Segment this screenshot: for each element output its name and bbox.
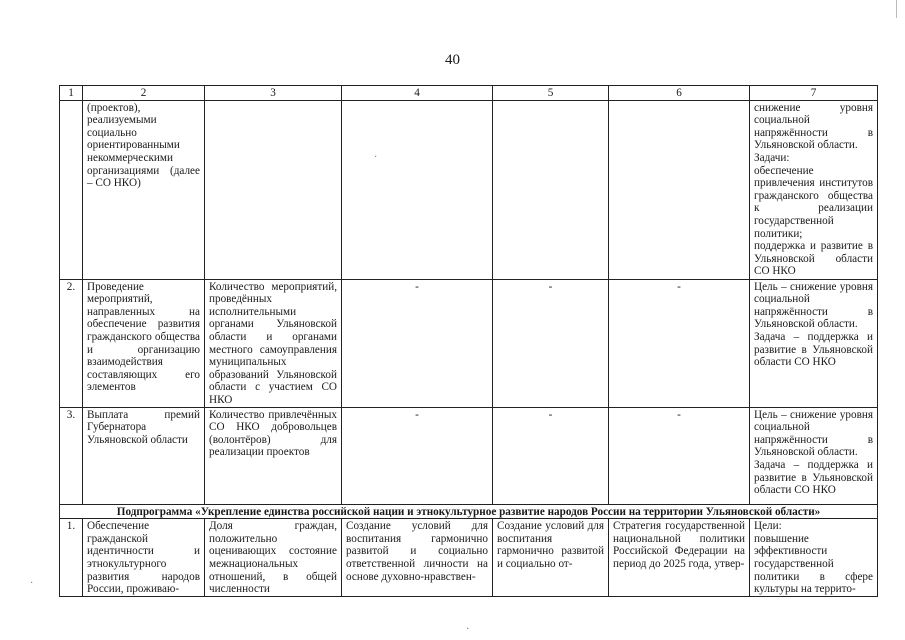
row-number: 3. bbox=[60, 407, 83, 504]
column-header: 1 bbox=[60, 86, 83, 101]
subprogram-title: Подпрограмма «Укрепление единства российской нации и этнокультурное развитие народов России на территории Ульяновской области» bbox=[60, 504, 878, 519]
column-number-row bbox=[60, 86, 878, 101]
goals-cell: Цель – снижение уровня социальной напряжённости в Ульяновской области. Задача – поддержка и развитие в Ульяновской области СО НКО bbox=[750, 407, 878, 504]
goals-cell: Цели: повышение эффективности государственной политики в сфере культуры на террито- bbox=[750, 519, 878, 597]
row-number: 1. bbox=[60, 519, 83, 597]
table-row bbox=[60, 100, 878, 279]
scan-speck: · bbox=[30, 578, 34, 589]
program-table bbox=[59, 85, 878, 597]
cell-col5: - bbox=[493, 407, 609, 504]
cell-col4: Создание условий для воспитания гармонично развитой и социально ответственной личности на основе духовно-нравствен- bbox=[342, 519, 493, 597]
page-number: 40 bbox=[445, 52, 460, 68]
column-header: 2 bbox=[83, 86, 205, 101]
cell-col5: - bbox=[493, 279, 609, 407]
cell-col4: - bbox=[342, 407, 493, 504]
indicator-cell: Доля граждан, положительно оценивающих состояние межнациональных отношений, в общей численности bbox=[205, 519, 342, 597]
event-cell: Выплата премий Губернатора Ульяновской области bbox=[83, 407, 205, 504]
row-number bbox=[60, 100, 83, 279]
column-header: 3 bbox=[205, 86, 342, 101]
table-row bbox=[60, 519, 878, 597]
goals-cell: Цель – снижение уровня социальной напряжённости в Ульяновской области. Задача – поддержка и развитие в Ульяновской области СО НКО bbox=[750, 279, 878, 407]
column-header: 6 bbox=[609, 86, 750, 101]
subprogram-row bbox=[60, 504, 878, 519]
table-row bbox=[60, 279, 878, 407]
row-number: 2. bbox=[60, 279, 83, 407]
scan-speck: · bbox=[374, 152, 378, 163]
column-header: 4 bbox=[342, 86, 493, 101]
cell-col6: - bbox=[609, 279, 750, 407]
table-row bbox=[60, 407, 878, 504]
cell-col6: - bbox=[609, 407, 750, 504]
event-cell: (проектов), реализуемыми социально ориентированными некоммерческими организациями (далее – СО НКО) bbox=[83, 100, 205, 279]
cell-col4: - bbox=[342, 279, 493, 407]
indicator-cell: Количество мероприятий, проведённых исполнительными органами Ульяновской области и органами местного самоуправления муниципальных образований Ульяновской области с участием СО НКО bbox=[205, 279, 342, 407]
column-header: 5 bbox=[493, 86, 609, 101]
cell-col5: Создание условий для воспитания гармонично развитой и социально от- bbox=[493, 519, 609, 597]
scan-edge-mark bbox=[896, 0, 897, 18]
cell-col6 bbox=[609, 100, 750, 279]
event-cell: Обеспечение гражданской идентичности и этнокультурного развития народов России, проживаю- bbox=[83, 519, 205, 597]
event-cell: Проведение мероприятий, направленных на обеспечение развития гражданского общества и организацию взаимодействия составляющих его элементов bbox=[83, 279, 205, 407]
indicator-cell bbox=[205, 100, 342, 279]
scan-speck: · bbox=[466, 624, 470, 635]
cell-col4 bbox=[342, 100, 493, 279]
cell-col6: Стратегия государственной национальной политики Российской Федерации на период до 2025 года, утвер- bbox=[609, 519, 750, 597]
column-header: 7 bbox=[750, 86, 878, 101]
goals-cell: снижение уровня социальной напряжённости в Ульяновской области. Задачи: обеспечение привлечения институтов гражданского общества к реализации государственной политики; поддержка и развитие в Ульяновской области СО НКО bbox=[750, 100, 878, 279]
cell-col5 bbox=[493, 100, 609, 279]
indicator-cell: Количество привлечённых СО НКО добровольцев (волонтёров) для реализации проектов bbox=[205, 407, 342, 504]
